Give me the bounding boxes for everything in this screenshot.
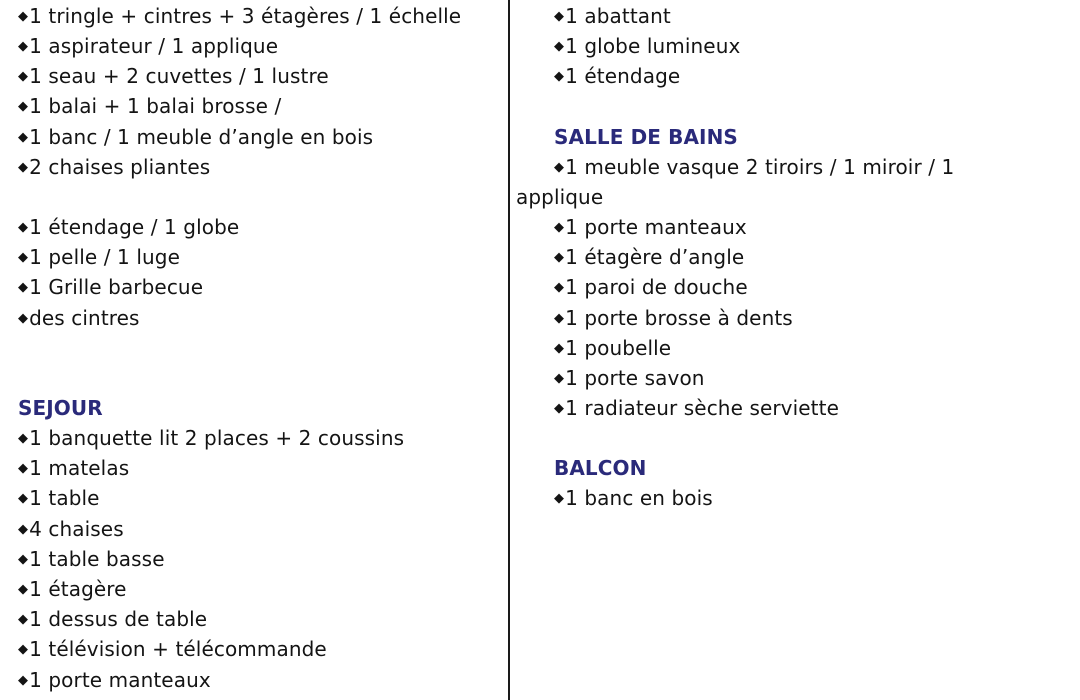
item-text: 1 dessus de table xyxy=(29,607,208,631)
item-text: 1 aspirateur / 1 applique xyxy=(29,34,279,58)
list-item xyxy=(554,63,680,90)
diamond-bullet-icon: ◆ xyxy=(18,612,29,627)
diamond-bullet-icon: ◆ xyxy=(554,220,565,235)
item-text: 1 Grille barbecue xyxy=(29,275,204,299)
list-item xyxy=(18,214,239,241)
list-item xyxy=(18,274,203,301)
list-item xyxy=(554,485,713,512)
item-text: 1 banc / 1 meuble d’angle en bois xyxy=(29,125,374,149)
item-text: 1 matelas xyxy=(29,456,130,480)
diamond-bullet-icon: ◆ xyxy=(18,250,29,265)
list-item xyxy=(18,305,140,332)
item-text: 1 étagère d’angle xyxy=(565,245,745,269)
diamond-bullet-icon: ◆ xyxy=(18,552,29,567)
list-item xyxy=(18,455,129,482)
diamond-bullet-icon: ◆ xyxy=(554,39,565,54)
diamond-bullet-icon: ◆ xyxy=(554,491,565,506)
section-heading-balcon: BALCON xyxy=(554,456,647,480)
diamond-bullet-icon: ◆ xyxy=(18,491,29,506)
diamond-bullet-icon: ◆ xyxy=(18,99,29,114)
diamond-bullet-icon: ◆ xyxy=(18,461,29,476)
diamond-bullet-icon: ◆ xyxy=(18,311,29,326)
item-text: 1 étendage / 1 globe xyxy=(29,215,240,239)
item-text: 1 porte manteaux xyxy=(565,215,747,239)
diamond-bullet-icon: ◆ xyxy=(18,220,29,235)
diamond-bullet-icon: ◆ xyxy=(18,522,29,537)
list-item xyxy=(554,305,793,332)
item-text: 1 table xyxy=(29,486,100,510)
item-text: 1 pelle / 1 luge xyxy=(29,245,180,269)
item-text: 1 abattant xyxy=(565,4,671,28)
diamond-bullet-icon: ◆ xyxy=(18,130,29,145)
item-text: 1 porte savon xyxy=(565,366,705,390)
diamond-bullet-icon: ◆ xyxy=(18,582,29,597)
item-text-wrap: applique xyxy=(516,185,604,209)
diamond-bullet-icon: ◆ xyxy=(554,280,565,295)
list-item xyxy=(18,636,327,663)
diamond-bullet-icon: ◆ xyxy=(18,69,29,84)
item-text: 1 balai + 1 balai brosse / xyxy=(29,94,282,118)
list-item xyxy=(554,154,954,181)
section-heading-salle-de-bains: SALLE DE BAINS xyxy=(554,125,738,149)
list-item xyxy=(554,214,747,241)
item-text: 1 étagère xyxy=(29,577,127,601)
item-text: 1 porte brosse à dents xyxy=(565,306,793,330)
item-text: 1 radiateur sèche serviette xyxy=(565,396,839,420)
item-text: 1 banquette lit 2 places + 2 coussins xyxy=(29,426,405,450)
item-text: 1 tringle + cintres + 3 étagères / 1 échelle xyxy=(29,4,462,28)
list-item xyxy=(18,425,404,452)
diamond-bullet-icon: ◆ xyxy=(554,250,565,265)
list-item xyxy=(18,63,329,90)
item-text: 1 paroi de douche xyxy=(565,275,748,299)
list-item xyxy=(554,365,705,392)
diamond-bullet-icon: ◆ xyxy=(554,371,565,386)
list-item xyxy=(554,244,744,271)
item-text: 1 seau + 2 cuvettes / 1 lustre xyxy=(29,64,329,88)
list-item xyxy=(18,93,281,120)
diamond-bullet-icon: ◆ xyxy=(554,311,565,326)
column-divider xyxy=(508,0,510,700)
item-text: 2 chaises pliantes xyxy=(29,155,211,179)
item-text: des cintres xyxy=(29,306,140,330)
list-item xyxy=(18,33,278,60)
list-item xyxy=(554,335,671,362)
item-text: 4 chaises xyxy=(29,517,124,541)
diamond-bullet-icon: ◆ xyxy=(554,160,565,175)
diamond-bullet-icon: ◆ xyxy=(554,9,565,24)
list-item xyxy=(18,576,127,603)
list-item xyxy=(18,546,165,573)
item-text: 1 porte manteaux xyxy=(29,668,211,692)
item-text: 1 étendage xyxy=(565,64,681,88)
list-item xyxy=(18,3,461,30)
list-item xyxy=(554,3,671,30)
list-item xyxy=(18,244,180,271)
list-item xyxy=(18,124,373,151)
list-item xyxy=(554,33,740,60)
diamond-bullet-icon: ◆ xyxy=(18,39,29,54)
item-text: 1 meuble vasque 2 tiroirs / 1 miroir / 1 xyxy=(565,155,955,179)
diamond-bullet-icon: ◆ xyxy=(554,341,565,356)
list-item xyxy=(554,395,839,422)
list-item xyxy=(18,667,211,694)
diamond-bullet-icon: ◆ xyxy=(554,401,565,416)
diamond-bullet-icon: ◆ xyxy=(554,69,565,84)
item-text: 1 poubelle xyxy=(565,336,672,360)
item-text: 1 globe lumineux xyxy=(565,34,741,58)
item-text: 1 banc en bois xyxy=(565,486,713,510)
diamond-bullet-icon: ◆ xyxy=(18,673,29,688)
diamond-bullet-icon: ◆ xyxy=(18,160,29,175)
diamond-bullet-icon: ◆ xyxy=(18,642,29,657)
diamond-bullet-icon: ◆ xyxy=(18,431,29,446)
list-item xyxy=(18,606,207,633)
item-text: 1 télévision + télécommande xyxy=(29,637,327,661)
list-item xyxy=(18,485,100,512)
item-text: 1 table basse xyxy=(29,547,165,571)
section-heading-sejour: SEJOUR xyxy=(18,396,103,420)
diamond-bullet-icon: ◆ xyxy=(18,9,29,24)
diamond-bullet-icon: ◆ xyxy=(18,280,29,295)
list-item xyxy=(18,516,124,543)
list-item xyxy=(554,274,748,301)
list-item xyxy=(18,154,210,181)
